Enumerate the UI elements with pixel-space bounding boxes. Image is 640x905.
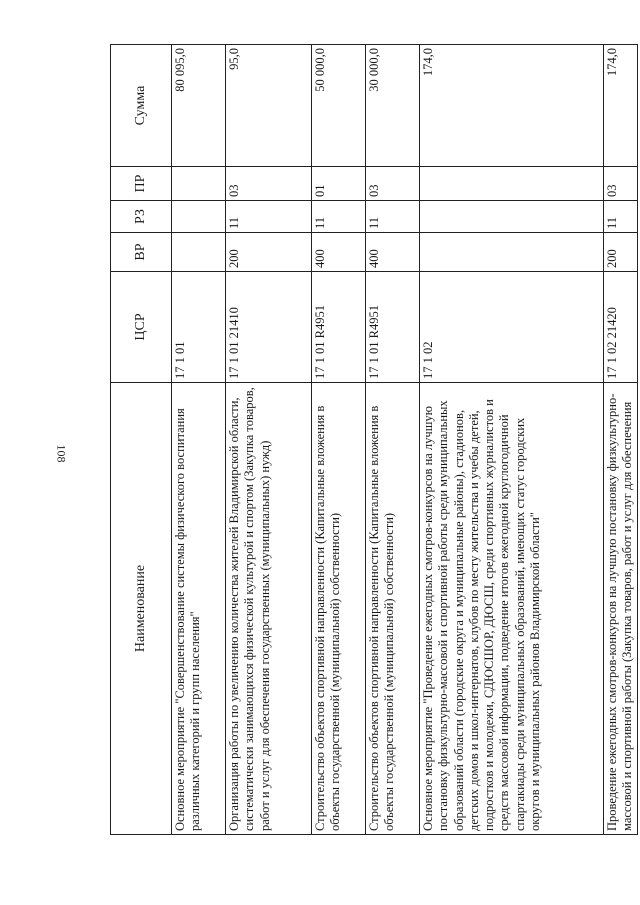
table-row	[312, 45, 366, 835]
cell-csr: 17 1 01 R4951	[312, 272, 366, 383]
table-header-row	[111, 45, 172, 835]
cell-vr: 400	[312, 233, 366, 272]
table-row	[420, 45, 604, 835]
cell-name: Основное мероприятие "Проведение ежегодных смотров-конкурсов на лучшую постановку физкультурно-массовой и спортивной работы среди муниципальных образований области (городские округа и муниципальные районы), стадионов, детских домов и школ-интернатов, клубов по месту жительства и учебы детей, подростков и молодежи, СДЮСШОР, ДЮСШ, среди спортивных журналистов и средств массовой информации, подведение итогов ежегодной круглогодичной спартакиады среди муниципальных образований, имеющих статус городских округов и муниципальных районов Владимирской области"	[420, 383, 604, 835]
cell-vr	[420, 233, 604, 272]
cell-sum: 95,0	[226, 45, 312, 167]
header-vr: ВР	[111, 233, 172, 272]
cell-csr: 17 1 01	[172, 272, 226, 383]
cell-name: Организация работы по увеличению количества жителей Владимирской области, систематически занимающихся физической культурой и спортом (Закупка товаров, работ и услуг для обеспечения государственных (муниципальных) нужд)	[226, 383, 312, 835]
header-pr: ПР	[111, 167, 172, 201]
cell-pr: 03	[226, 167, 312, 201]
cell-sum: 80 095,0	[172, 45, 226, 167]
table-row	[226, 45, 312, 835]
cell-csr: 17 1 01 21410	[226, 272, 312, 383]
cell-sum: 30 000,0	[366, 45, 420, 167]
header-name: Наименование	[111, 383, 172, 835]
cell-pr	[172, 167, 226, 201]
cell-vr: 200	[604, 233, 638, 272]
cell-vr: 200	[226, 233, 312, 272]
cell-csr: 17 1 02 21420	[604, 272, 638, 383]
cell-vr	[172, 233, 226, 272]
cell-pr: 03	[366, 167, 420, 201]
cell-name: Проведение ежегодных смотров-конкурсов на лучшую постановку физкультурно-массовой и спортивной работы (Закупка товаров, работ и услуг для обеспечения	[604, 383, 638, 835]
cell-csr: 17 1 01 R4951	[366, 272, 420, 383]
cell-rz: 11	[366, 201, 420, 233]
cell-rz: 11	[604, 201, 638, 233]
header-sum: Сумма	[111, 45, 172, 167]
cell-rz: 11	[312, 201, 366, 233]
rotated-table-container	[110, 45, 635, 835]
cell-pr: 03	[604, 167, 638, 201]
table-row	[604, 45, 638, 835]
cell-name: Основное мероприятие "Совершенствование системы физического воспитания различных категорий и групп населения"	[172, 383, 226, 835]
cell-sum: 174,0	[420, 45, 604, 167]
cell-name: Строительство объектов спортивной направленности (Капитальные вложения в объекты государственной (муниципальной) собственности)	[312, 383, 366, 835]
table-row	[366, 45, 420, 835]
cell-rz: 11	[226, 201, 312, 233]
cell-csr: 17 1 02	[420, 272, 604, 383]
cell-pr: 01	[312, 167, 366, 201]
budget-table	[110, 44, 638, 835]
cell-rz	[420, 201, 604, 233]
table-row	[172, 45, 226, 835]
cell-sum: 174,0	[604, 45, 638, 167]
cell-pr	[420, 167, 604, 201]
cell-vr: 400	[366, 233, 420, 272]
cell-rz	[172, 201, 226, 233]
cell-name: Строительство объектов спортивной направленности (Капитальные вложения в объекты государственной (муниципальной) собственности)	[366, 383, 420, 835]
header-rz: РЗ	[111, 201, 172, 233]
header-csr: ЦСР	[111, 272, 172, 383]
page-number: 108	[54, 444, 69, 463]
cell-sum: 50 000,0	[312, 45, 366, 167]
